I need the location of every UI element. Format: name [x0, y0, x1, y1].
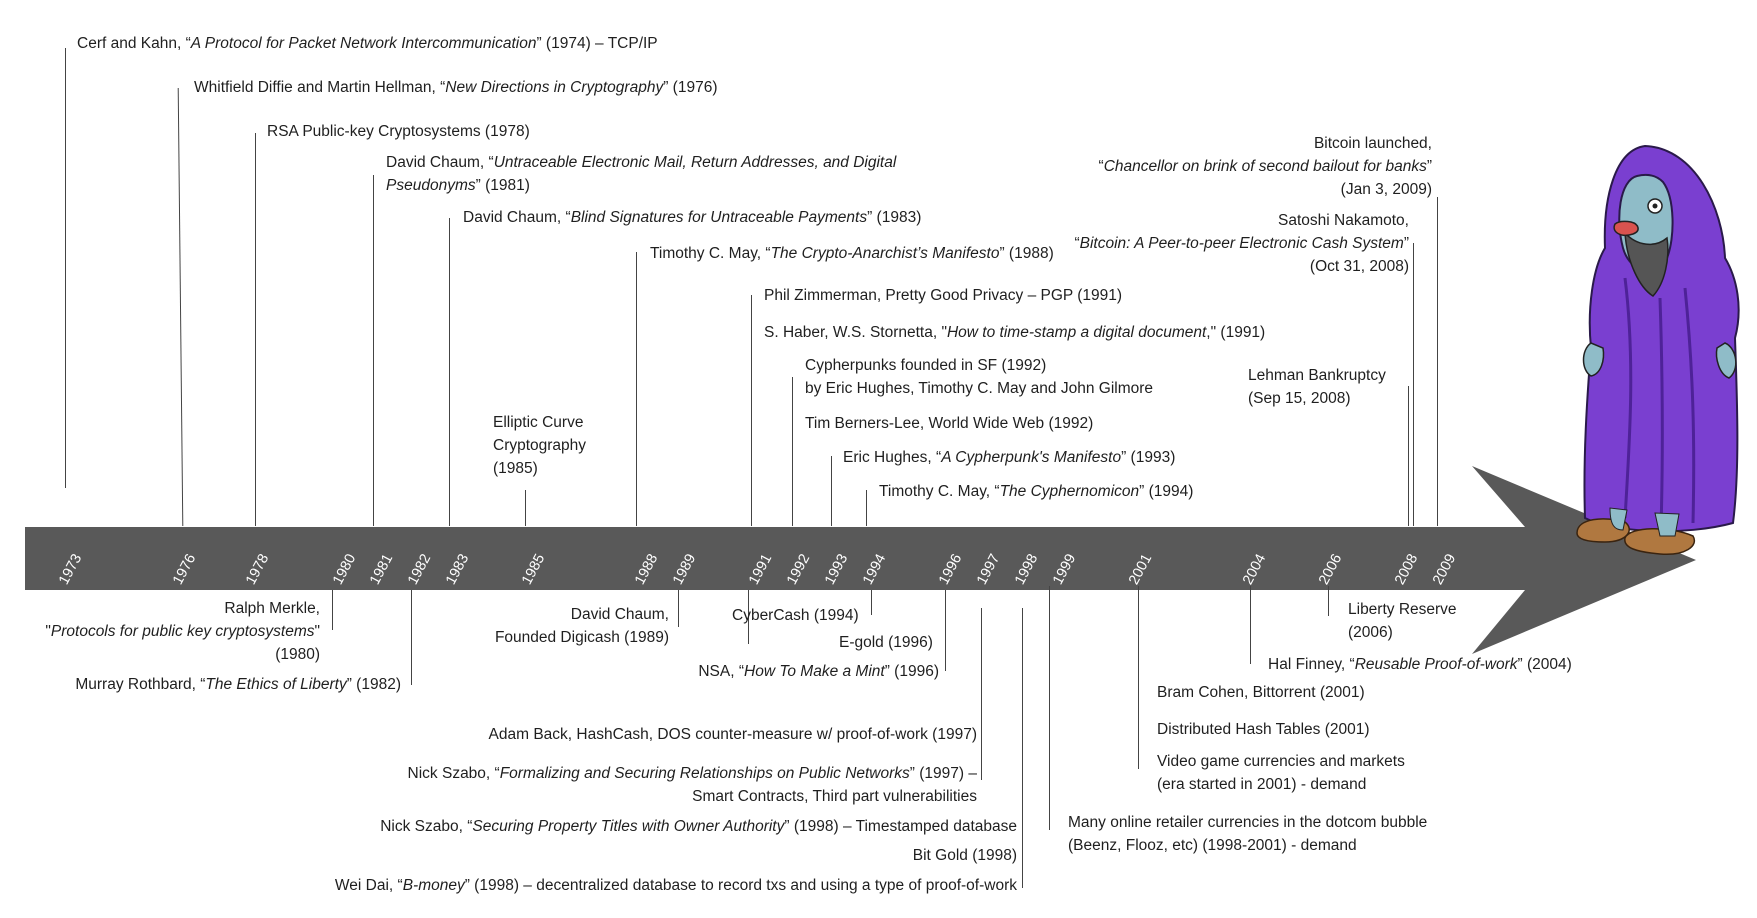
event-rsa: RSA Public-key Cryptosystems (1978) [267, 123, 530, 140]
wizard-nose [1614, 221, 1638, 235]
event-cypherpunks-line1: Cypherpunks founded in SF (1992) [805, 357, 1047, 374]
event-ecc-line1: Elliptic Curve [493, 414, 584, 431]
event-lehman-line2: (Sep 15, 2008) [1248, 390, 1351, 407]
year-label-2004: 2004 [1240, 551, 1270, 588]
connector-rothbard [411, 590, 412, 685]
event-lehman-line1: Lehman Bankruptcy [1248, 367, 1386, 384]
event-dht: Distributed Hash Tables (2001) [1157, 721, 1370, 738]
year-label-1989: 1989 [670, 551, 700, 588]
hooded-wizard-illustration [1575, 138, 1753, 568]
event-satoshi-line3: (Oct 31, 2008) [1309, 258, 1409, 275]
event-www: Tim Berners-Lee, World Wide Web (1992) [805, 415, 1094, 432]
event-diffie-hellman: Whitfield Diffie and Martin Hellman, “New Directions in Cryptography” (1976) [194, 79, 718, 96]
event-liberty-line2: (2006) [1348, 624, 1393, 641]
connector-hughes [831, 456, 832, 526]
event-may-1994: Timothy C. May, “The Cyphernomicon” (1994) [879, 483, 1194, 500]
connector-pgp [751, 295, 752, 526]
connector-cypher [792, 377, 793, 526]
connector-btc [1437, 197, 1438, 526]
event-haber-stornetta: S. Haber, W.S. Stornetta, "How to time-stamp a digital document," (1991) [764, 324, 1266, 341]
connector-1998 [1022, 608, 1023, 888]
event-ecc-line2: Cryptography [493, 437, 587, 454]
year-label-1976: 1976 [170, 551, 200, 588]
connector-1997 [981, 608, 982, 780]
event-szabo-1997-line1: Nick Szabo, “Formalizing and Securing Relationships on Public Networks” (1997) – [407, 765, 977, 782]
event-cybercash: CyberCash (1994) [732, 607, 859, 624]
event-szabo-1997-line2: Smart Contracts, Third part vulnerabilities [692, 788, 977, 805]
year-label-1993: 1993 [822, 551, 852, 588]
connector-lehman [1408, 386, 1409, 526]
connector-cybercash [871, 590, 872, 615]
year-label-1992: 1992 [784, 551, 814, 588]
event-adam-back: Adam Back, HashCash, DOS counter-measure w/ proof-of-work (1997) [488, 726, 977, 743]
event-chaum-1983: David Chaum, “Blind Signatures for Untraceable Payments” (1983) [463, 209, 922, 226]
connector-dotcom [1049, 586, 1050, 830]
year-label-2009: 2009 [1430, 551, 1460, 588]
event-bram-cohen: Bram Cohen, Bittorrent (2001) [1157, 684, 1365, 701]
wizard-pupil [1653, 204, 1658, 209]
connector-chaum83 [449, 218, 450, 526]
year-label-2008: 2008 [1392, 551, 1422, 588]
event-tcpip: Cerf and Kahn, “A Protocol for Packet Network Intercommunication” (1974) – TCP/IP [77, 35, 658, 52]
connector-chaum81 [373, 175, 374, 526]
event-bitcoin-line3: (Jan 3, 2009) [1340, 181, 1432, 198]
connector-egold [945, 590, 946, 671]
year-label-1980: 1980 [330, 551, 360, 588]
year-label-1981: 1981 [367, 551, 397, 588]
event-satoshi-line2: “Bitcoin: A Peer-to-peer Electronic Cash System” [1074, 235, 1409, 252]
year-label-1973: 1973 [56, 551, 86, 588]
event-dotcom-line1: Many online retailer currencies in the dotcom bubble [1068, 814, 1428, 831]
event-cypherpunks-line2: by Eric Hughes, Timothy C. May and John Gilmore [805, 380, 1154, 397]
connector-2001 [1138, 586, 1139, 769]
event-dotcom-line2: (Beenz, Flooz, etc) (1998-2001) - demand [1068, 837, 1357, 854]
event-satoshi-line1: Satoshi Nakamoto, [1278, 212, 1409, 229]
event-chaum-1981-line1: David Chaum, “Untraceable Electronic Mail, Return Addresses, and Digital [386, 154, 897, 171]
event-merkle-line1: Ralph Merkle, [224, 600, 320, 617]
event-pgp: Phil Zimmerman, Pretty Good Privacy – PGP (1991) [764, 287, 1123, 304]
year-label-1983: 1983 [443, 551, 473, 588]
event-wei-dai: Wei Dai, “B-money” (1998) – decentralized database to record txs and using a type of proof-of-work [334, 877, 1017, 894]
event-digicash-line2: Founded Digicash (1989) [494, 629, 669, 646]
year-label-1996: 1996 [936, 551, 966, 588]
event-ecc-line3: (1985) [493, 460, 538, 477]
event-may-1988: Timothy C. May, “The Crypto-Anarchist’s Manifesto” (1988) [650, 245, 1054, 262]
event-szabo-1998: Nick Szabo, “Securing Property Titles with Owner Authority” (1998) – Timestamped database [380, 818, 1017, 835]
event-egold: E-gold (1996) [839, 634, 933, 651]
event-bit-gold: Bit Gold (1998) [912, 847, 1017, 864]
connector-may94 [866, 490, 867, 526]
connector-rsa [255, 133, 256, 526]
year-label-1982: 1982 [405, 551, 435, 588]
year-label-1998: 1998 [1012, 551, 1042, 588]
event-bitcoin-line2: “Chancellor on brink of second bailout for banks” [1098, 158, 1432, 175]
year-label-1978: 1978 [243, 551, 273, 588]
connector-merkle [332, 590, 333, 630]
event-hal-finney: Hal Finney, “Reusable Proof-of-work” (2004) [1268, 656, 1572, 673]
year-label-1991: 1991 [746, 551, 776, 588]
event-videogame-line2: (era started in 2001) - demand [1157, 776, 1367, 793]
year-label-1999: 1999 [1050, 551, 1080, 588]
event-nsa: NSA, “How To Make a Mint” (1996) [698, 663, 939, 680]
connector-may88 [636, 252, 637, 526]
connector-ecc [525, 490, 526, 526]
event-liberty-line1: Liberty Reserve [1348, 601, 1457, 618]
year-label-2006: 2006 [1316, 551, 1346, 588]
event-digicash-line1: David Chaum, [570, 606, 669, 623]
event-bitcoin-line1: Bitcoin launched, [1313, 135, 1432, 152]
event-merkle-line3: (1980) [275, 646, 320, 663]
year-label-2001: 2001 [1126, 551, 1156, 588]
connector-tcpip [65, 48, 66, 488]
event-videogame-line1: Video game currencies and markets [1157, 753, 1405, 770]
connector-satoshi [1413, 243, 1414, 526]
connector-finney [1250, 586, 1251, 664]
event-chaum-1981-line2: Pseudonyms” (1981) [386, 177, 530, 194]
event-merkle-line2: "Protocols for public key cryptosystems" [45, 623, 320, 640]
year-label-1988: 1988 [632, 551, 662, 588]
connector-digicash [678, 590, 679, 627]
year-label-1997: 1997 [974, 551, 1004, 588]
event-rothbard: Murray Rothbard, “The Ethics of Liberty” (1982) [75, 676, 401, 693]
year-label-1985: 1985 [519, 551, 549, 588]
connector-liberty [1328, 586, 1329, 616]
event-hughes-1993: Eric Hughes, “A Cypherpunk's Manifesto” (1993) [843, 449, 1176, 466]
year-label-1994: 1994 [860, 551, 890, 588]
